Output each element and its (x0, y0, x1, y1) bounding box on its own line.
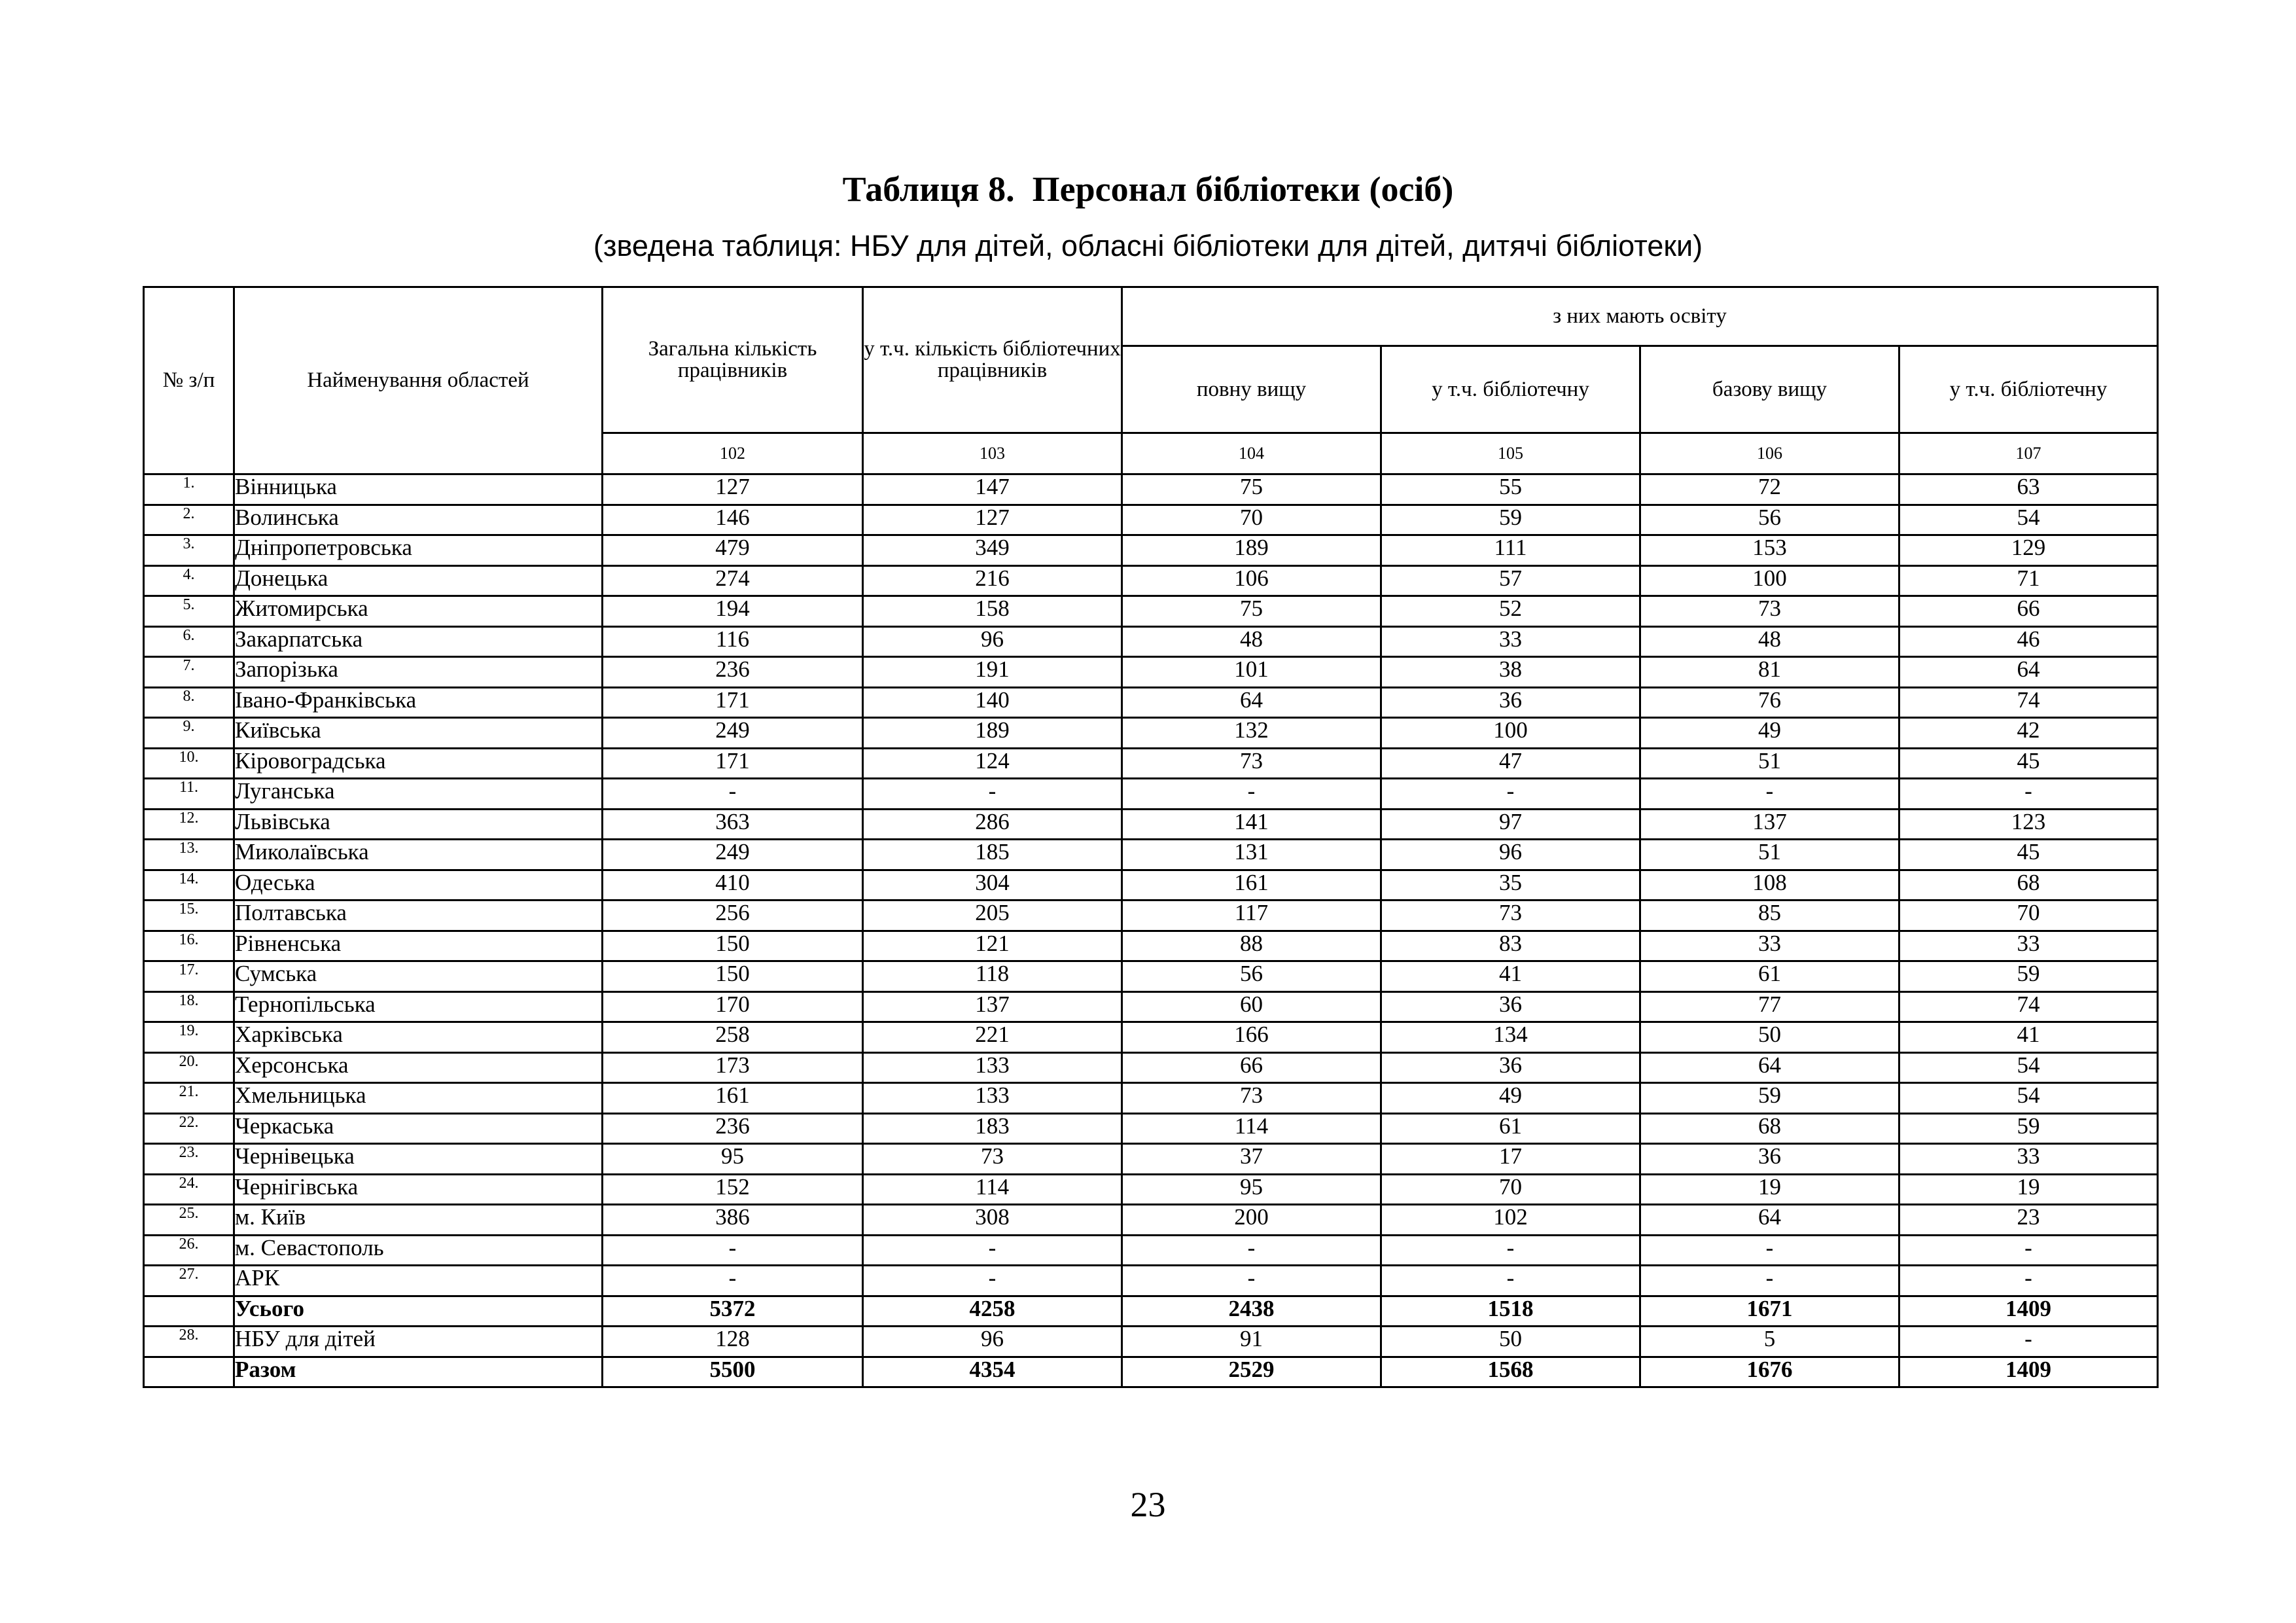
library-staff-cell: 304 (863, 870, 1122, 901)
table-row (144, 1327, 2158, 1357)
basic-higher-library-cell: 63 (1899, 474, 2158, 505)
total-staff-cell: 171 (603, 687, 863, 718)
row-number-cell: 4. (144, 565, 234, 596)
library-staff-cell: 221 (863, 1022, 1122, 1053)
table-row (144, 596, 2158, 627)
column-code: 102 (603, 433, 863, 474)
library-staff-cell: 183 (863, 1113, 1122, 1144)
row-number-cell: 11. (144, 779, 234, 810)
full-higher-library-cell: 36 (1381, 991, 1640, 1022)
region-name-cell: Тернопільська (234, 991, 603, 1022)
basic-higher-library-cell: 45 (1899, 748, 2158, 779)
table-row (144, 748, 2158, 779)
full-higher-cell: 64 (1122, 687, 1381, 718)
basic-higher-library-cell: 74 (1899, 687, 2158, 718)
full-higher-library-cell: 61 (1381, 1113, 1640, 1144)
table-row (144, 474, 2158, 505)
total-staff-cell: - (603, 1266, 863, 1296)
basic-higher-library-cell: 66 (1899, 596, 2158, 627)
full-higher-library-cell: 49 (1381, 1083, 1640, 1114)
table-row (144, 991, 2158, 1022)
row-number-cell: 9. (144, 718, 234, 749)
basic-higher-cell: - (1640, 779, 1899, 810)
basic-higher-cell: 68 (1640, 1113, 1899, 1144)
region-name-cell: м. Київ (234, 1205, 603, 1236)
full-higher-library-cell: 57 (1381, 565, 1640, 596)
region-name-cell: Чернігівська (234, 1174, 603, 1205)
full-higher-cell: 56 (1122, 961, 1381, 992)
basic-higher-cell: 1671 (1640, 1296, 1899, 1327)
region-name-cell: Черкаська (234, 1113, 603, 1144)
table-row (144, 1296, 2158, 1327)
basic-higher-library-cell: 54 (1899, 1052, 2158, 1083)
row-number-cell: 22. (144, 1113, 234, 1144)
row-number-cell: 12. (144, 809, 234, 840)
basic-higher-cell: 108 (1640, 870, 1899, 901)
row-number-cell: 26. (144, 1235, 234, 1266)
library-staff-cell: 205 (863, 901, 1122, 931)
region-name-cell: Харківська (234, 1022, 603, 1053)
basic-higher-cell: 36 (1640, 1144, 1899, 1175)
region-name-cell: Донецька (234, 565, 603, 596)
table-subtitle: (зведена таблиця: НБУ для дітей, обласні бібліотеки для дітей, дитячі бібліотеки) (593, 229, 1703, 262)
basic-higher-library-cell: 71 (1899, 565, 2158, 596)
table-row (144, 657, 2158, 688)
total-staff-cell: 236 (603, 657, 863, 688)
row-number-cell: 16. (144, 931, 234, 961)
region-name-cell: Волинська (234, 505, 603, 535)
basic-higher-cell: 51 (1640, 748, 1899, 779)
full-higher-cell: 106 (1122, 565, 1381, 596)
library-staff-cell: 96 (863, 626, 1122, 657)
header-basic-higher: базову вищу (1640, 346, 1899, 433)
basic-higher-cell: - (1640, 1235, 1899, 1266)
basic-higher-library-cell: 23 (1899, 1205, 2158, 1236)
region-name-cell: Чернівецька (234, 1144, 603, 1175)
table-row (144, 1266, 2158, 1296)
basic-higher-library-cell: - (1899, 1235, 2158, 1266)
library-staff-cell: 124 (863, 748, 1122, 779)
full-higher-library-cell: 36 (1381, 687, 1640, 718)
table-row (144, 1022, 2158, 1053)
total-staff-cell: 363 (603, 809, 863, 840)
basic-higher-cell: 153 (1640, 535, 1899, 566)
library-staff-cell: - (863, 1235, 1122, 1266)
region-name-cell: Разом (234, 1357, 603, 1387)
column-code: 105 (1381, 433, 1640, 474)
table-row (144, 1144, 2158, 1175)
row-number-cell: 8. (144, 687, 234, 718)
basic-higher-library-cell: - (1899, 1266, 2158, 1296)
table-row (144, 1235, 2158, 1266)
row-number-cell: 25. (144, 1205, 234, 1236)
full-higher-cell: 73 (1122, 748, 1381, 779)
full-higher-cell: 60 (1122, 991, 1381, 1022)
full-higher-cell: - (1122, 1235, 1381, 1266)
region-name-cell: Кіровоградська (234, 748, 603, 779)
row-number-cell: 28. (144, 1327, 234, 1357)
total-staff-cell: 249 (603, 718, 863, 749)
table-row (144, 1113, 2158, 1144)
header-region-name: Найменування областей (234, 287, 603, 474)
basic-higher-cell: 81 (1640, 657, 1899, 688)
basic-higher-cell: 56 (1640, 505, 1899, 535)
region-name-cell: Усього (234, 1296, 603, 1327)
full-higher-cell: 66 (1122, 1052, 1381, 1083)
total-staff-cell: 171 (603, 748, 863, 779)
total-staff-cell: 161 (603, 1083, 863, 1114)
full-higher-library-cell: 38 (1381, 657, 1640, 688)
row-number-cell: 7. (144, 657, 234, 688)
row-number-cell: 20. (144, 1052, 234, 1083)
full-higher-cell: 95 (1122, 1174, 1381, 1205)
total-staff-cell: 194 (603, 596, 863, 627)
total-staff-cell: 95 (603, 1144, 863, 1175)
table-row (144, 931, 2158, 961)
full-higher-library-cell: 102 (1381, 1205, 1640, 1236)
full-higher-cell: 114 (1122, 1113, 1381, 1144)
basic-higher-cell: 61 (1640, 961, 1899, 992)
full-higher-cell: 75 (1122, 596, 1381, 627)
table-row (144, 870, 2158, 901)
basic-higher-cell: 100 (1640, 565, 1899, 596)
full-higher-library-cell: 70 (1381, 1174, 1640, 1205)
full-higher-library-cell: 1568 (1381, 1357, 1640, 1387)
full-higher-library-cell: 96 (1381, 840, 1640, 870)
library-staff-cell: 189 (863, 718, 1122, 749)
library-staff-cell: 158 (863, 596, 1122, 627)
total-staff-cell: 152 (603, 1174, 863, 1205)
full-higher-cell: 161 (1122, 870, 1381, 901)
row-number-cell: 19. (144, 1022, 234, 1053)
library-staff-cell: 118 (863, 961, 1122, 992)
row-number-cell: 21. (144, 1083, 234, 1114)
library-staff-cell: 216 (863, 565, 1122, 596)
row-number-cell: 23. (144, 1144, 234, 1175)
total-staff-cell: 236 (603, 1113, 863, 1144)
row-number-cell: 14. (144, 870, 234, 901)
basic-higher-cell: 49 (1640, 718, 1899, 749)
basic-higher-cell: 72 (1640, 474, 1899, 505)
total-staff-cell: 150 (603, 931, 863, 961)
header-library-staff: у т.ч. кількість бібліотечних працівників (863, 287, 1122, 433)
total-staff-cell: 410 (603, 870, 863, 901)
total-staff-cell: 128 (603, 1327, 863, 1357)
full-higher-cell: 75 (1122, 474, 1381, 505)
library-staff-cell: 349 (863, 535, 1122, 566)
full-higher-library-cell: 50 (1381, 1327, 1640, 1357)
full-higher-cell: 2529 (1122, 1357, 1381, 1387)
full-higher-library-cell: 55 (1381, 474, 1640, 505)
full-higher-cell: 2438 (1122, 1296, 1381, 1327)
row-number-cell: 24. (144, 1174, 234, 1205)
total-staff-cell: 256 (603, 901, 863, 931)
basic-higher-library-cell: 19 (1899, 1174, 2158, 1205)
region-name-cell: Одеська (234, 870, 603, 901)
basic-higher-library-cell: 1409 (1899, 1357, 2158, 1387)
region-name-cell: Рівненська (234, 931, 603, 961)
basic-higher-library-cell: - (1899, 779, 2158, 810)
page-number: 23 (1130, 1485, 1166, 1524)
basic-higher-library-cell: 33 (1899, 931, 2158, 961)
basic-higher-cell: - (1640, 1266, 1899, 1296)
basic-higher-cell: 73 (1640, 596, 1899, 627)
row-number-cell: 27. (144, 1266, 234, 1296)
full-higher-cell: 200 (1122, 1205, 1381, 1236)
full-higher-cell: 73 (1122, 1083, 1381, 1114)
full-higher-library-cell: 100 (1381, 718, 1640, 749)
basic-higher-library-cell: 68 (1899, 870, 2158, 901)
full-higher-library-cell: 134 (1381, 1022, 1640, 1053)
column-code: 104 (1122, 433, 1381, 474)
library-staff-cell: - (863, 779, 1122, 810)
basic-higher-cell: 137 (1640, 809, 1899, 840)
region-name-cell: Запорізька (234, 657, 603, 688)
header-full-higher: повну вищу (1122, 346, 1381, 433)
row-number-cell: 10. (144, 748, 234, 779)
total-staff-cell: 116 (603, 626, 863, 657)
full-higher-cell: - (1122, 779, 1381, 810)
total-staff-cell: - (603, 779, 863, 810)
library-staff-cell: 73 (863, 1144, 1122, 1175)
region-name-cell: Закарпатська (234, 626, 603, 657)
row-number-cell: 18. (144, 991, 234, 1022)
table-row (144, 901, 2158, 931)
row-number-cell: 15. (144, 901, 234, 931)
table-row (144, 687, 2158, 718)
row-number-cell (144, 1296, 234, 1327)
table-row (144, 505, 2158, 535)
library-staff-cell: 96 (863, 1327, 1122, 1357)
library-staff-cell: 133 (863, 1083, 1122, 1114)
header-total-staff: Загальна кількість працівників (603, 287, 863, 433)
full-higher-cell: 189 (1122, 535, 1381, 566)
full-higher-library-cell: 111 (1381, 535, 1640, 566)
total-staff-cell: 5372 (603, 1296, 863, 1327)
region-name-cell: Івано-Франківська (234, 687, 603, 718)
full-higher-cell: 101 (1122, 657, 1381, 688)
row-number-cell: 2. (144, 505, 234, 535)
table-row (144, 1174, 2158, 1205)
total-staff-cell: 173 (603, 1052, 863, 1083)
library-staff-cell: 308 (863, 1205, 1122, 1236)
total-staff-cell: 249 (603, 840, 863, 870)
column-code: 106 (1640, 433, 1899, 474)
full-higher-library-cell: 73 (1381, 901, 1640, 931)
full-higher-cell: 166 (1122, 1022, 1381, 1053)
table-title: Таблиця 8. Персонал бібліотеки (осіб) (842, 169, 1454, 209)
table-row (144, 779, 2158, 810)
full-higher-cell: 48 (1122, 626, 1381, 657)
full-higher-library-cell: 35 (1381, 870, 1640, 901)
region-name-cell: Вінницька (234, 474, 603, 505)
basic-higher-library-cell: 33 (1899, 1144, 2158, 1175)
full-higher-library-cell: - (1381, 779, 1640, 810)
row-number-cell: 5. (144, 596, 234, 627)
basic-higher-cell: 33 (1640, 931, 1899, 961)
library-staff-cell: - (863, 1266, 1122, 1296)
table-row (144, 626, 2158, 657)
region-name-cell: Херсонська (234, 1052, 603, 1083)
full-higher-library-cell: 36 (1381, 1052, 1640, 1083)
library-staff-cell: 147 (863, 474, 1122, 505)
basic-higher-library-cell: - (1899, 1327, 2158, 1357)
region-name-cell: Луганська (234, 779, 603, 810)
library-staff-cell: 185 (863, 840, 1122, 870)
full-higher-cell: - (1122, 1266, 1381, 1296)
library-staff-cell: 137 (863, 991, 1122, 1022)
full-higher-cell: 132 (1122, 718, 1381, 749)
basic-higher-cell: 51 (1640, 840, 1899, 870)
table-row (144, 565, 2158, 596)
basic-higher-library-cell: 129 (1899, 535, 2158, 566)
full-higher-library-cell: 47 (1381, 748, 1640, 779)
region-name-cell: Полтавська (234, 901, 603, 931)
header-num: № з/п (144, 287, 234, 474)
basic-higher-library-cell: 64 (1899, 657, 2158, 688)
basic-higher-library-cell: 70 (1899, 901, 2158, 931)
library-staff-cell: 4258 (863, 1296, 1122, 1327)
basic-higher-library-cell: 1409 (1899, 1296, 2158, 1327)
total-staff-cell: 274 (603, 565, 863, 596)
row-number-cell (144, 1357, 234, 1387)
basic-higher-cell: 85 (1640, 901, 1899, 931)
basic-higher-cell: 64 (1640, 1052, 1899, 1083)
library-staff-cell: 121 (863, 931, 1122, 961)
basic-higher-library-cell: 42 (1899, 718, 2158, 749)
column-code: 107 (1899, 433, 2158, 474)
full-higher-library-cell: 59 (1381, 505, 1640, 535)
table-row (144, 961, 2158, 992)
full-higher-library-cell: 33 (1381, 626, 1640, 657)
full-higher-library-cell: 97 (1381, 809, 1640, 840)
staff-table (143, 286, 2159, 1388)
full-higher-library-cell: 17 (1381, 1144, 1640, 1175)
region-name-cell: Хмельницька (234, 1083, 603, 1114)
region-name-cell: Львівська (234, 809, 603, 840)
table-row (144, 718, 2158, 749)
total-staff-cell: 479 (603, 535, 863, 566)
total-staff-cell: 150 (603, 961, 863, 992)
row-number-cell: 17. (144, 961, 234, 992)
total-staff-cell: 127 (603, 474, 863, 505)
basic-higher-cell: 77 (1640, 991, 1899, 1022)
total-staff-cell: 5500 (603, 1357, 863, 1387)
basic-higher-library-cell: 74 (1899, 991, 2158, 1022)
full-higher-cell: 37 (1122, 1144, 1381, 1175)
library-staff-cell: 140 (863, 687, 1122, 718)
row-number-cell: 6. (144, 626, 234, 657)
basic-higher-library-cell: 45 (1899, 840, 2158, 870)
table-row (144, 1357, 2158, 1387)
full-higher-library-cell: 52 (1381, 596, 1640, 627)
total-staff-cell: 170 (603, 991, 863, 1022)
row-number-cell: 3. (144, 535, 234, 566)
basic-higher-library-cell: 41 (1899, 1022, 2158, 1053)
region-name-cell: м. Севастополь (234, 1235, 603, 1266)
table-row (144, 1205, 2158, 1236)
full-higher-library-cell: - (1381, 1235, 1640, 1266)
region-name-cell: Дніпропетровська (234, 535, 603, 566)
total-staff-cell: 386 (603, 1205, 863, 1236)
library-staff-cell: 4354 (863, 1357, 1122, 1387)
total-staff-cell: 258 (603, 1022, 863, 1053)
basic-higher-library-cell: 59 (1899, 961, 2158, 992)
full-higher-library-cell: 83 (1381, 931, 1640, 961)
library-staff-cell: 114 (863, 1174, 1122, 1205)
basic-higher-library-cell: 59 (1899, 1113, 2158, 1144)
basic-higher-cell: 64 (1640, 1205, 1899, 1236)
basic-higher-cell: 50 (1640, 1022, 1899, 1053)
basic-higher-cell: 59 (1640, 1083, 1899, 1114)
region-name-cell: Миколаївська (234, 840, 603, 870)
full-higher-cell: 117 (1122, 901, 1381, 931)
row-number-cell: 13. (144, 840, 234, 870)
table-row (144, 809, 2158, 840)
header-basic-higher-library: у т.ч. бібліотечну (1899, 346, 2158, 433)
region-name-cell: Київська (234, 718, 603, 749)
row-number-cell: 1. (144, 474, 234, 505)
table-row (144, 535, 2158, 566)
library-staff-cell: 127 (863, 505, 1122, 535)
header-full-higher-library: у т.ч. бібліотечну (1381, 346, 1640, 433)
table-row (144, 1083, 2158, 1114)
full-higher-cell: 91 (1122, 1327, 1381, 1357)
column-code: 103 (863, 433, 1122, 474)
library-staff-cell: 286 (863, 809, 1122, 840)
full-higher-cell: 131 (1122, 840, 1381, 870)
region-name-cell: АРК (234, 1266, 603, 1296)
basic-higher-cell: 48 (1640, 626, 1899, 657)
basic-higher-library-cell: 46 (1899, 626, 2158, 657)
full-higher-cell: 141 (1122, 809, 1381, 840)
basic-higher-cell: 5 (1640, 1327, 1899, 1357)
full-higher-library-cell: 1518 (1381, 1296, 1640, 1327)
basic-higher-cell: 76 (1640, 687, 1899, 718)
table-row (144, 1052, 2158, 1083)
region-name-cell: НБУ для дітей (234, 1327, 603, 1357)
basic-higher-cell: 19 (1640, 1174, 1899, 1205)
library-staff-cell: 191 (863, 657, 1122, 688)
header-education-group: з них мають освіту (1122, 287, 2158, 346)
full-higher-library-cell: 41 (1381, 961, 1640, 992)
total-staff-cell: 146 (603, 505, 863, 535)
full-higher-cell: 70 (1122, 505, 1381, 535)
basic-higher-cell: 1676 (1640, 1357, 1899, 1387)
full-higher-cell: 88 (1122, 931, 1381, 961)
basic-higher-library-cell: 54 (1899, 1083, 2158, 1114)
table-row (144, 840, 2158, 870)
region-name-cell: Сумська (234, 961, 603, 992)
table-body (144, 474, 2158, 1387)
basic-higher-library-cell: 54 (1899, 505, 2158, 535)
basic-higher-library-cell: 123 (1899, 809, 2158, 840)
total-staff-cell: - (603, 1235, 863, 1266)
library-staff-cell: 133 (863, 1052, 1122, 1083)
region-name-cell: Житомирська (234, 596, 603, 627)
full-higher-library-cell: - (1381, 1266, 1640, 1296)
